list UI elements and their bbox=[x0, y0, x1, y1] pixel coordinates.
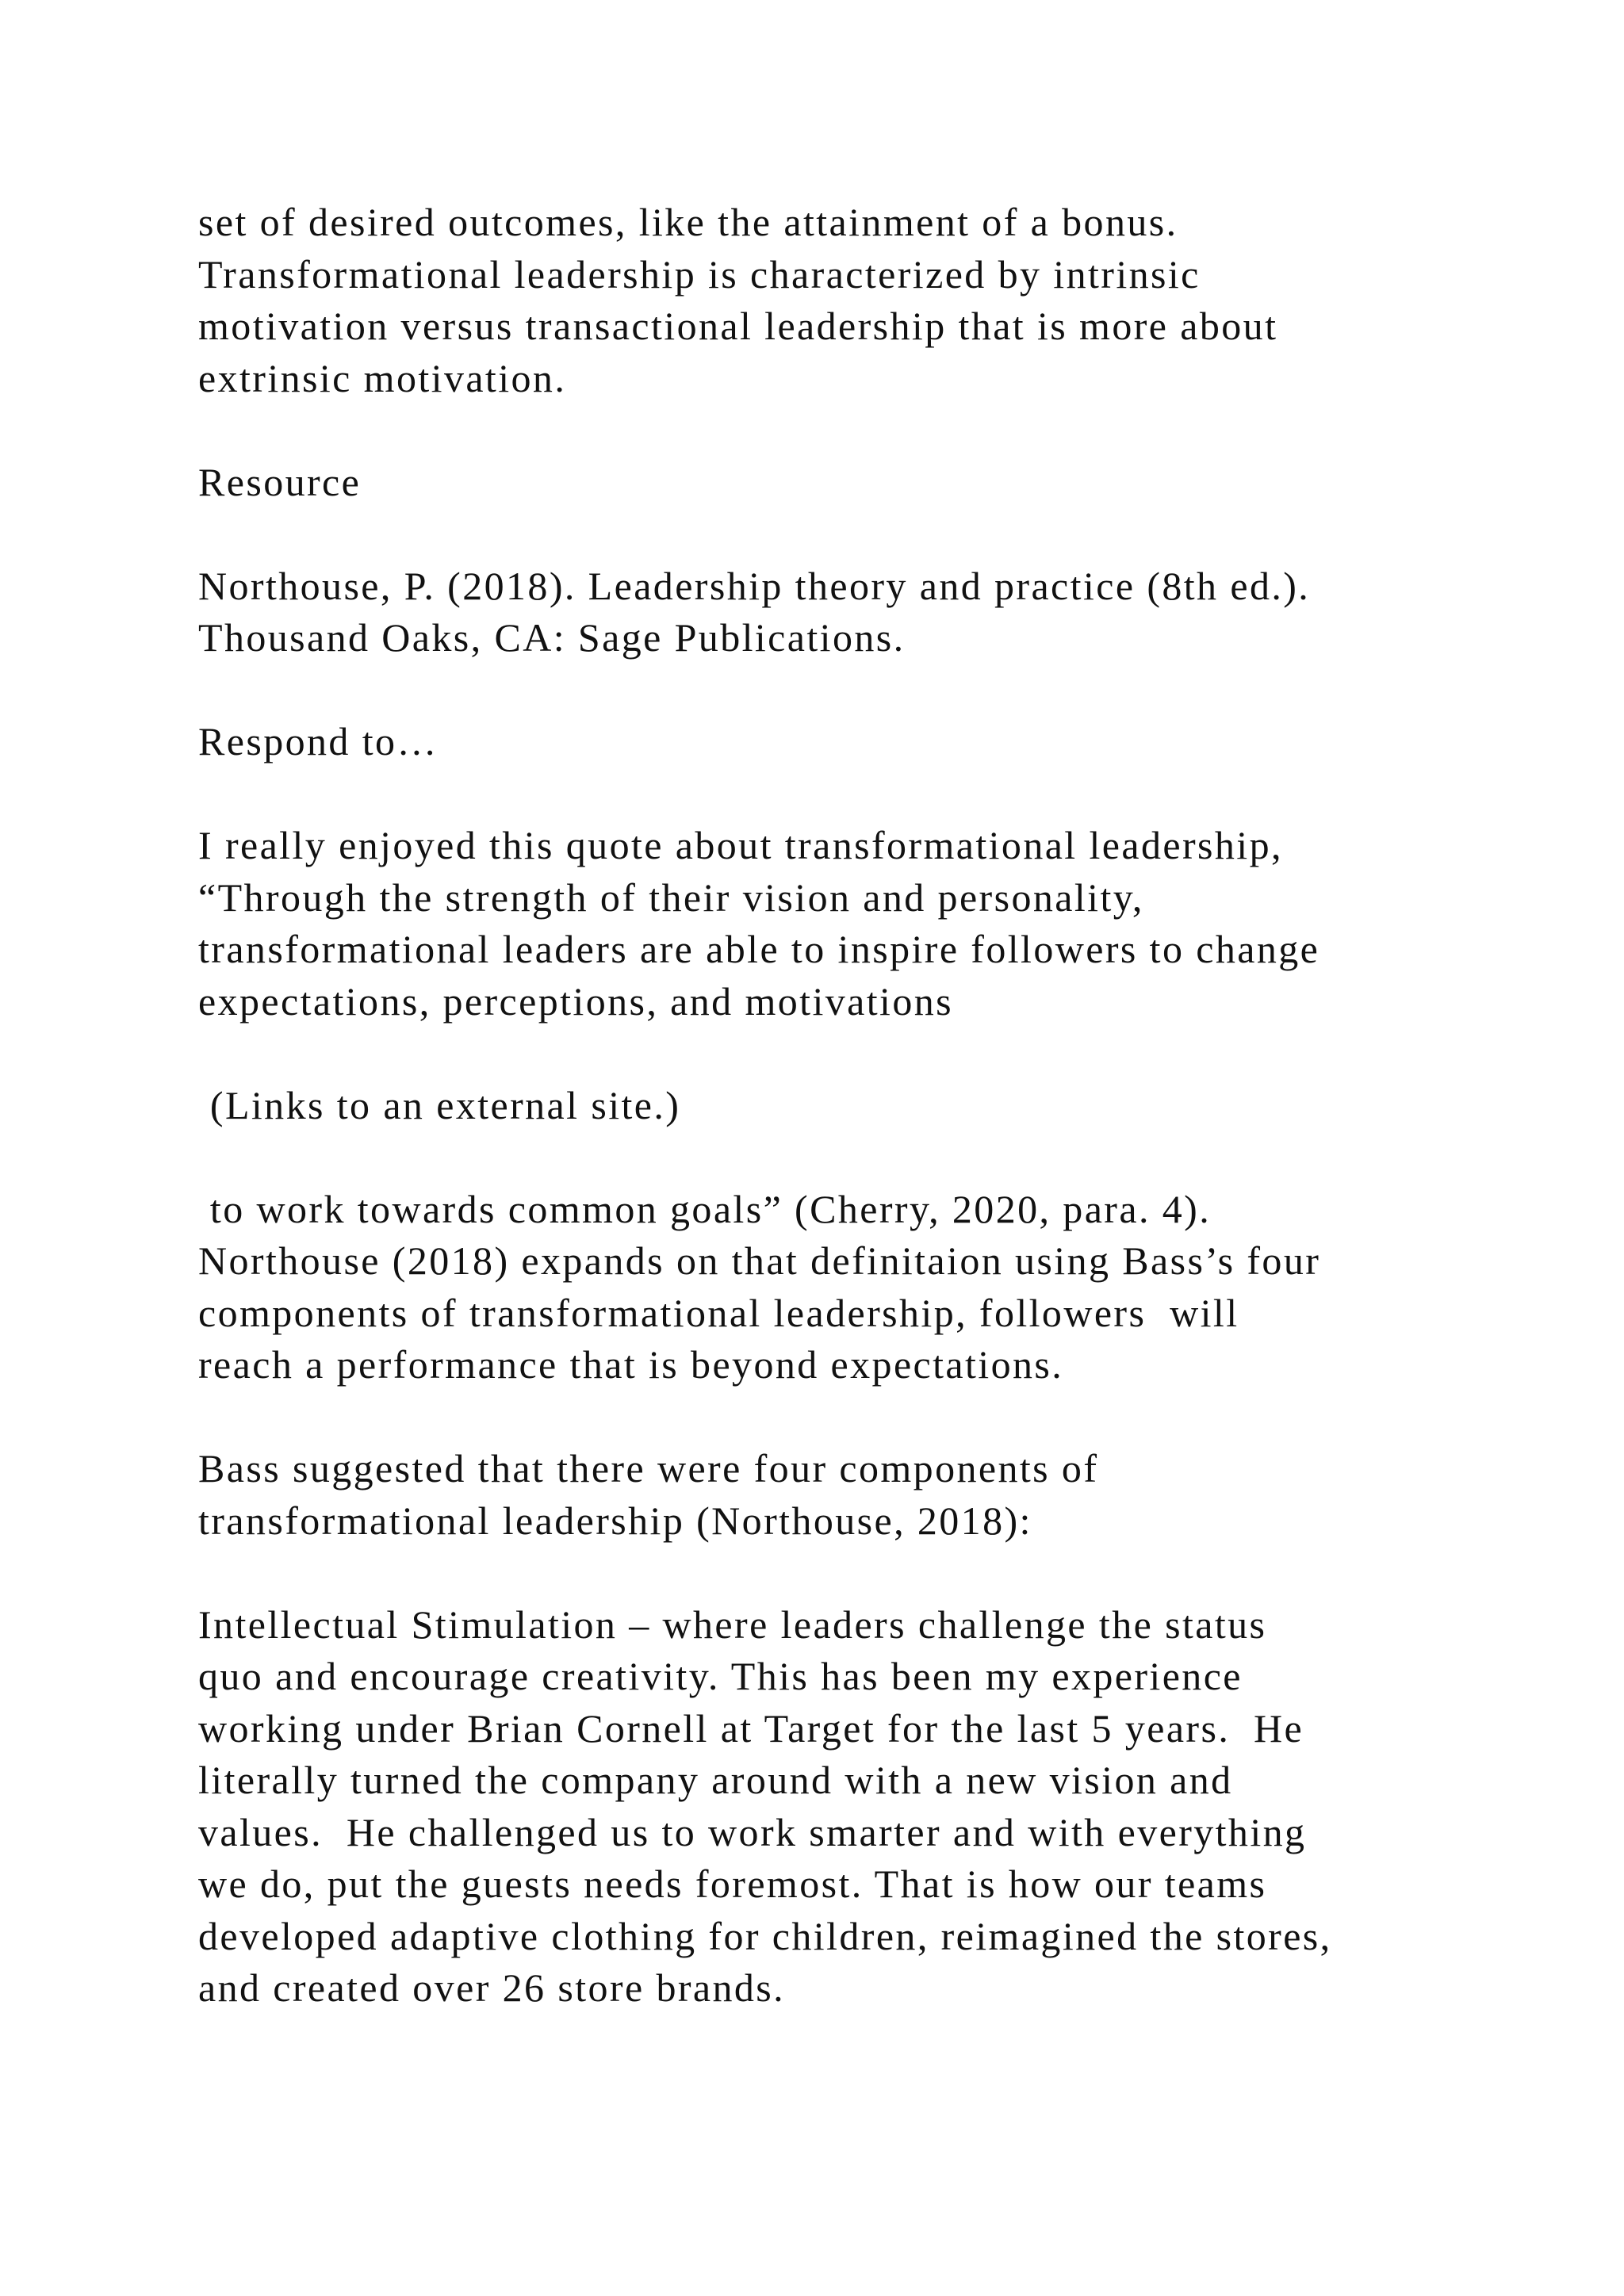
heading-respond-to bbox=[198, 716, 1546, 768]
text-line: “Through the strength of their vision and personality, bbox=[198, 874, 1144, 920]
text-line: to work towards common goals” (Cherry, 2020, para. 4). bbox=[198, 1186, 1212, 1231]
heading-resource bbox=[198, 457, 1546, 509]
text-line: (Links to an external site.) bbox=[198, 1082, 681, 1127]
text-line: we do, put the guests needs foremost. That is how our teams bbox=[198, 1862, 1267, 1906]
paragraph-motivation bbox=[198, 197, 1546, 404]
text-line: and created over 26 store brands. bbox=[198, 1965, 786, 2010]
text-line: Intellectual Stimulation – where leaders challenge the status bbox=[198, 1601, 1267, 1647]
text-line: Transformational leadership is characterized by intrinsic bbox=[198, 251, 1201, 297]
text-line: Resource bbox=[198, 459, 362, 504]
text-line: values. He challenged us to work smarter and with everything bbox=[198, 1809, 1307, 1854]
text-line: quo and encourage creativity. This has been my experience bbox=[198, 1654, 1243, 1698]
text-line: Thousand Oaks, CA: Sage Publications. bbox=[198, 615, 906, 660]
text-line: components of transformational leadership, followers will bbox=[198, 1290, 1239, 1335]
external-link-note bbox=[198, 1080, 1546, 1132]
text-line: set of desired outcomes, like the attainment of a bonus. bbox=[198, 200, 1178, 244]
text-line: developed adaptive clothing for children, reimagined the stores, bbox=[198, 1913, 1332, 1958]
text-line: Northouse, P. (2018). Leadership theory and practice (8th ed.). bbox=[198, 563, 1311, 608]
paragraph-quote bbox=[198, 820, 1546, 1027]
text-line: reach a performance that is beyond expectations. bbox=[198, 1342, 1064, 1387]
text-line: Bass suggested that there were four components of bbox=[198, 1446, 1099, 1490]
reference-citation bbox=[198, 561, 1546, 664]
text-line: Northouse (2018) expands on that definitaion using Bass’s four bbox=[198, 1238, 1321, 1283]
text-line: transformational leaders are able to inspire followers to change bbox=[198, 927, 1320, 971]
document-page bbox=[198, 197, 1546, 2066]
paragraph-bass-components bbox=[198, 1443, 1546, 1547]
text-line: expectations, perceptions, and motivations bbox=[198, 978, 953, 1024]
paragraph-goals bbox=[198, 1184, 1546, 1391]
text-line: I really enjoyed this quote about transformational leadership, bbox=[198, 823, 1283, 867]
text-line: Respond to… bbox=[198, 719, 439, 763]
paragraph-intellectual-stimulation bbox=[198, 1599, 1546, 2015]
text-line: literally turned the company around with a new vision and bbox=[198, 1758, 1233, 1802]
text-line: extrinsic motivation. bbox=[198, 355, 567, 400]
text-line: motivation versus transactional leadership that is more about bbox=[198, 304, 1278, 348]
text-line: working under Brian Cornell at Target for the last 5 years. He bbox=[198, 1705, 1304, 1751]
text-line: transformational leadership (Northouse, 2018): bbox=[198, 1498, 1032, 1543]
